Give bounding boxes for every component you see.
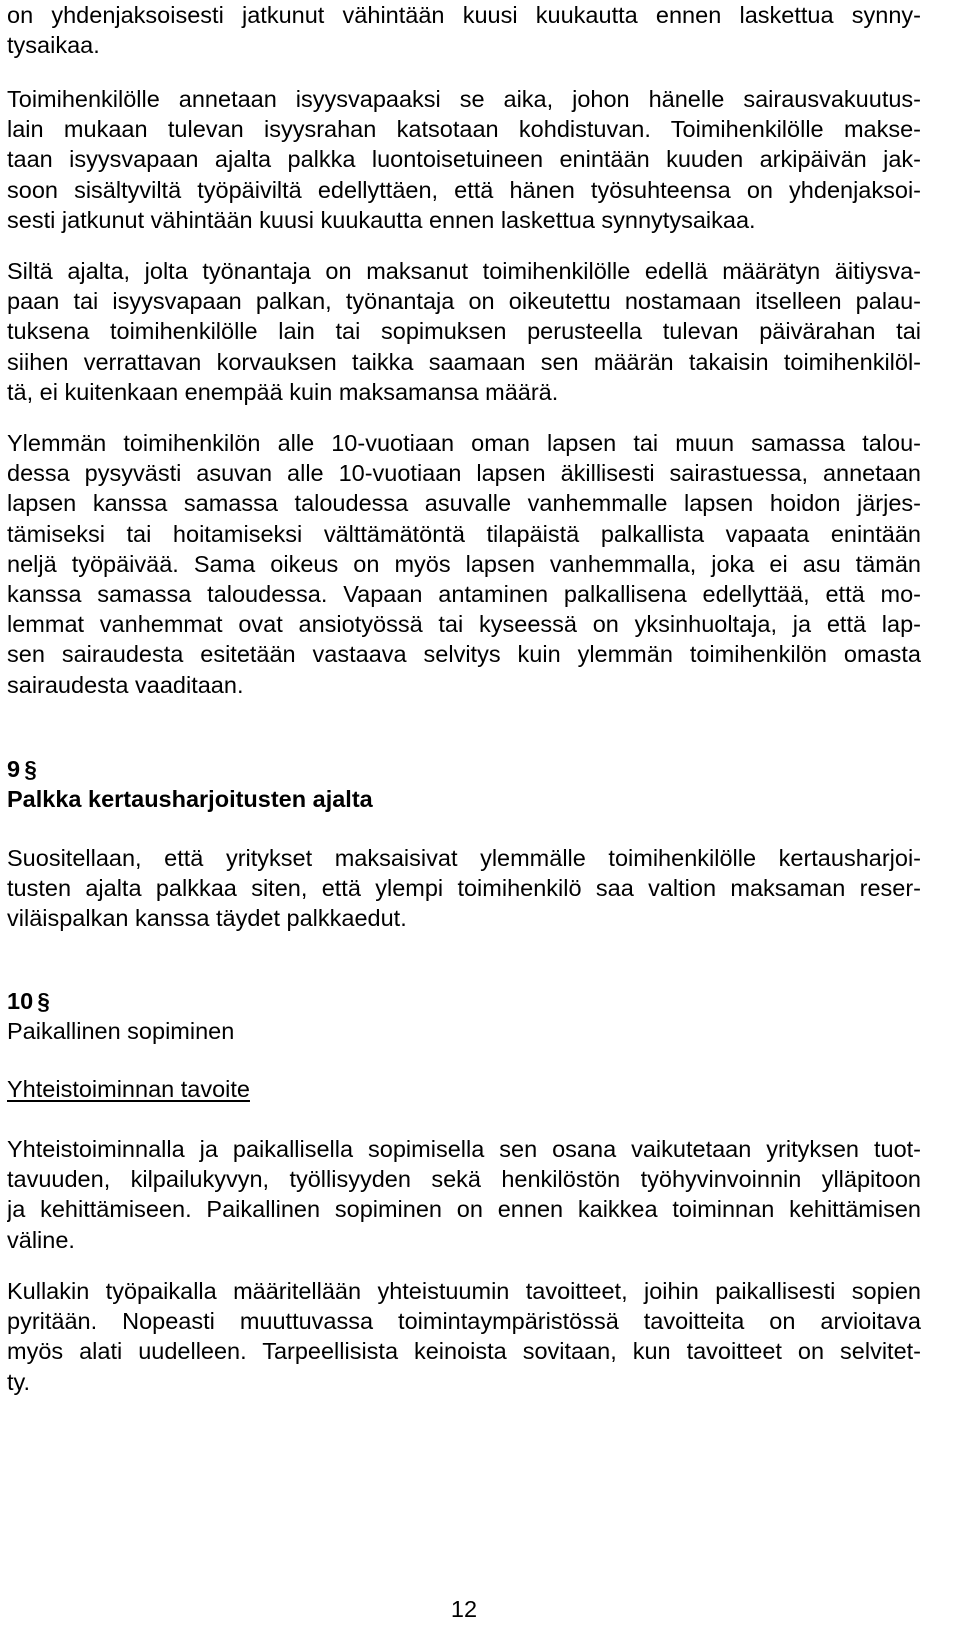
text-line: lemmat vanhemmat ovat ansiotyössä tai kyseessä on yksinhuoltaja, ja että lap- <box>7 611 921 638</box>
text-line: Yhteistoiminnalla ja paikallisella sopimisella sen osana vaikutetaan yrityksen tuot- <box>7 1136 921 1162</box>
paragraph-paternity-leave <box>7 84 921 235</box>
subheading-text: Yhteistoiminnan tavoite <box>7 1076 250 1102</box>
text-line: tavuuden, kilpailukyvyn, työllisyyden sekä henkilöstön työhyvinvoinnin ylläpitoon <box>7 1166 921 1193</box>
text-line: kanssa samassa taloudessa. Vapaan antaminen palkallisena edellyttää, että mo- <box>7 580 921 607</box>
paragraph-refresher-training <box>7 843 921 934</box>
text-line: lain mukaan tulevan isyysrahan katsotaan kohdistuvan. Toimihenkilölle makse- <box>7 116 921 143</box>
section-number-value: 10 <box>7 988 34 1014</box>
paragraph-continuation <box>7 0 921 60</box>
text-line: Suositellaan, että yritykset maksaisivat ylemmälle toimihenkilölle kertausharjoi- <box>7 845 921 871</box>
subheading <box>7 1074 921 1104</box>
text-line: taan isyysvapaan ajalta palkka luontoisetuineen enintään kuuden arkipäivän jak- <box>7 146 921 173</box>
text-line: tä, ei kuitenkaan enempää kuin maksamansa määrä. <box>7 378 559 405</box>
section-9-heading <box>7 754 921 814</box>
section-title: Palkka kertausharjoitusten ajalta <box>7 786 373 813</box>
text-line: myös alati uudelleen. Tarpeellisista keinoista sovitaan, kun tavoitteet on selvitet- <box>7 1338 921 1365</box>
text-line: tysaikaa. <box>7 32 100 59</box>
text-line: ja kehittämiseen. Paikallinen sopiminen on ennen kaikkea toiminnan kehittämisen <box>7 1196 921 1223</box>
text-line: sen sairaudesta esitetään vastaava selvitys kuin ylemmän toimihenkilön omasta <box>7 641 921 668</box>
text-line: on yhdenjaksoisesti jatkunut vähintään kuusi kuukautta ennen laskettua synny- <box>7 2 921 28</box>
section-number-value: 9 <box>7 756 21 782</box>
text-line: siihen verrattavan korvauksen taikka saamaan sen määrän takaisin toimihenkilöl- <box>7 348 921 375</box>
text-line: neljä työpäivää. Sama oikeus on myös lapsen vanhemmalla, joka ei asu tämän <box>7 550 921 577</box>
text-line: lapsen kanssa samassa taloudessa asuvalle vanhemmalle lapsen hoidon järjes- <box>7 490 921 517</box>
text-line: tuksena toimihenkilölle lain tai sopimuksen perusteella tulevan päivärahan tai <box>7 318 921 345</box>
section-sign-icon: § <box>24 756 37 782</box>
text-line: soon sisältyviltä työpäiviltä edellyttäen, että hänen työsuhteensa on yhdenjaksoi- <box>7 176 921 203</box>
text-line: pyritään. Nopeasti muuttuvassa toimintaympäristössä tavoitteita on arvioitava <box>7 1308 921 1335</box>
section-10-heading <box>7 986 921 1046</box>
section-sign-icon: § <box>37 988 50 1014</box>
text-line: tusten ajalta palkkaa siten, että ylempi toimihenkilö saa valtion maksaman reser- <box>7 875 921 902</box>
text-line: sesti jatkunut vähintään kuusi kuukautta ennen laskettua synnytysaikaa. <box>7 206 756 233</box>
text-line: paan tai isyysvapaan palkan, työnantaja on oikeutettu nostamaan itselleen palau- <box>7 288 921 315</box>
paragraph-cooperation-goals <box>7 1134 921 1255</box>
paragraph-employer-refund <box>7 256 921 407</box>
text-line: väline. <box>7 1226 75 1253</box>
text-line: Toimihenkilölle annetaan isyysvapaaksi se aika, johon hänelle sairausvakuutus- <box>7 86 921 112</box>
section-number <box>7 754 921 784</box>
text-line: dessa pysyvästi asuvan alle 10-vuotiaan lapsen äkillisesti sairastuessa, annetaan <box>7 460 921 487</box>
section-number <box>7 986 921 1016</box>
text-line: Kullakin työpaikalla määritellään yhteistuumin tavoitteet, joihin paikallisesti sopien <box>7 1278 921 1304</box>
paragraph-child-sickness <box>7 428 921 700</box>
text-line: ty. <box>7 1368 31 1395</box>
page-number: 12 <box>450 1596 478 1622</box>
section-title: Paikallinen sopiminen <box>7 1018 235 1045</box>
text-line: viläispalkan kanssa täydet palkkaedut. <box>7 905 407 932</box>
text-line: Siltä ajalta, jolta työnantaja on maksanut toimihenkilölle edellä määrätyn äitiysva- <box>7 258 921 284</box>
paragraph-workplace-goals <box>7 1276 921 1397</box>
text-line: tämiseksi tai hoitamiseksi välttämätöntä tilapäistä palkallista vapaata enintään <box>7 520 921 547</box>
text-line: sairaudesta vaaditaan. <box>7 671 244 698</box>
text-line: Ylemmän toimihenkilön alle 10-vuotiaan oman lapsen tai muun samassa talou- <box>7 430 921 456</box>
subheading-block <box>7 1074 921 1104</box>
